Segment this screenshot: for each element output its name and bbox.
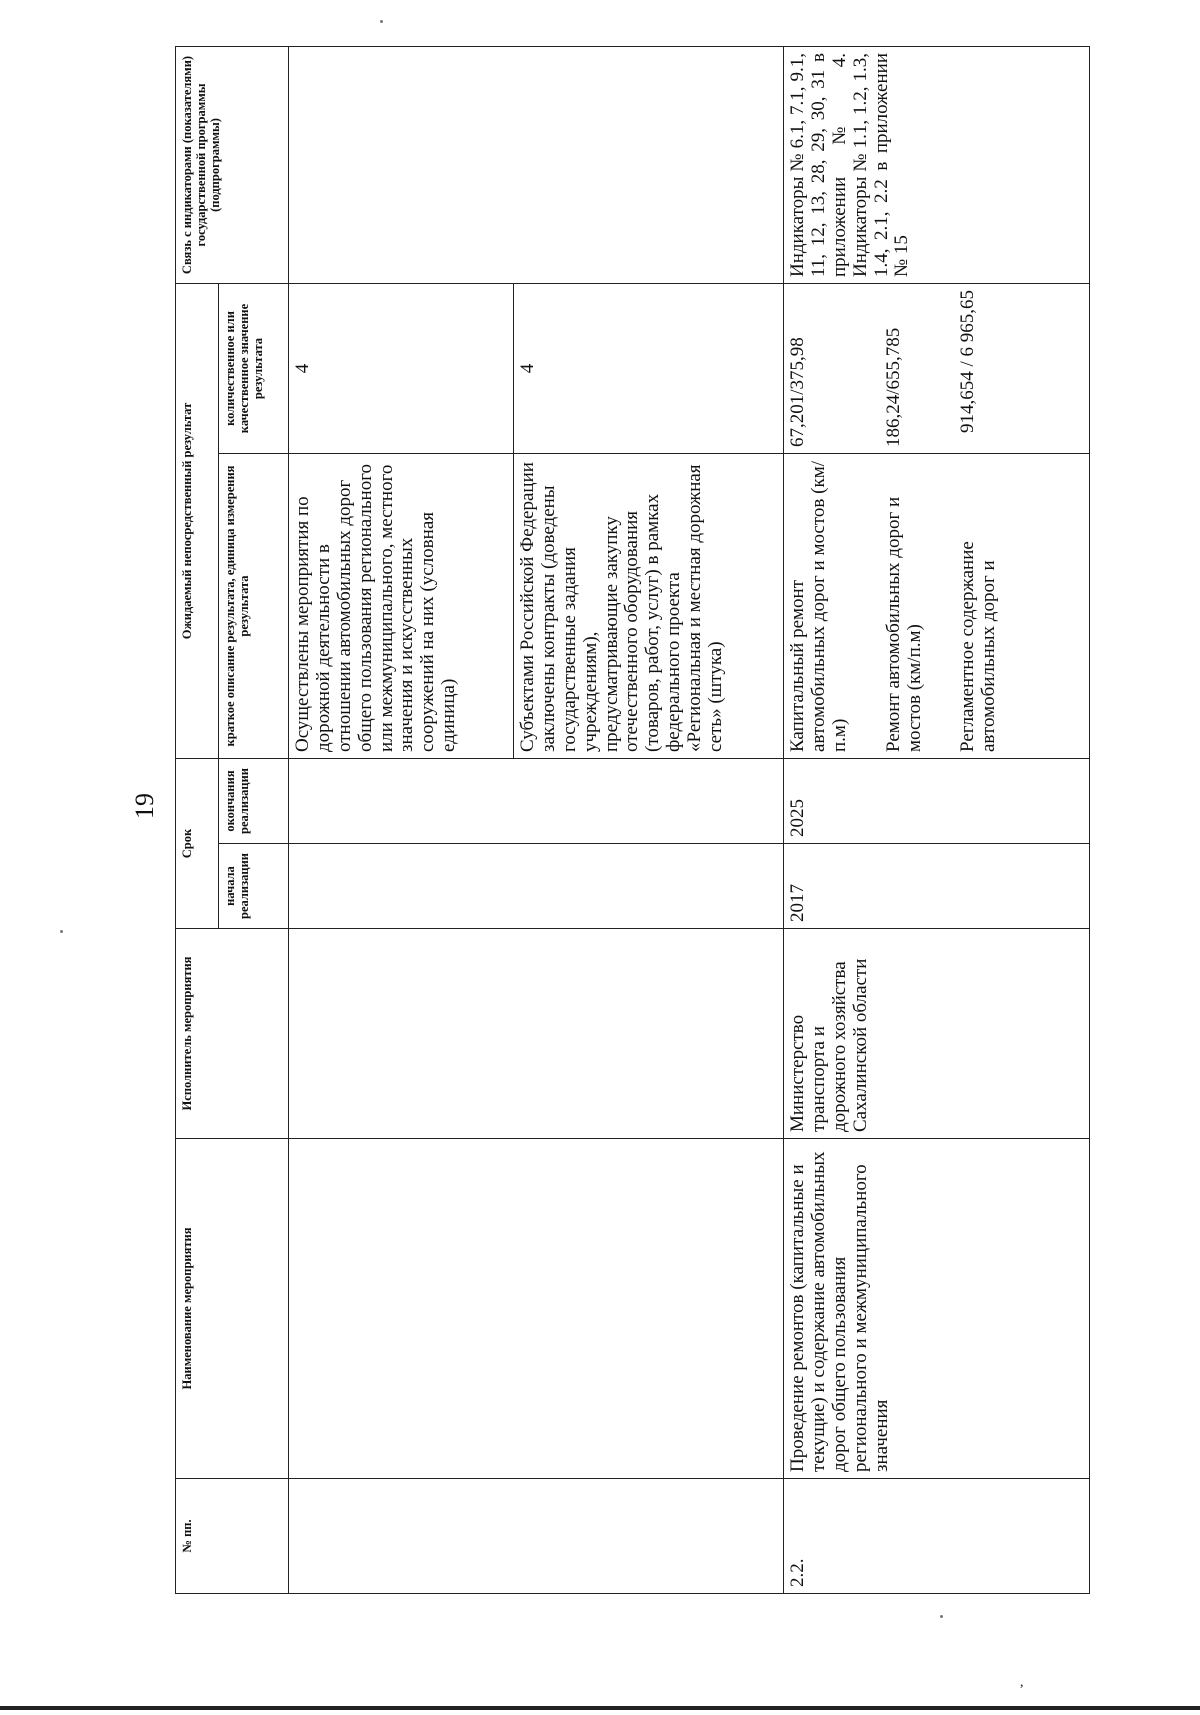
cell-empty-indicators [289, 47, 784, 284]
measure-name: Проведение ремонтов (капитальные и текущие) и содержание автомобильных дорог общего пользования регионального и межмуниципального значения [784, 1139, 1090, 1479]
start-year: 2017 [784, 844, 1090, 929]
header-row-1 [176, 47, 219, 1594]
result-value: 914,654 / 6 965,65 [957, 290, 978, 434]
result-values [784, 284, 1090, 454]
page-number: 19 [130, 793, 159, 819]
cell-empty-executor [289, 929, 784, 1139]
header-executor: Исполнитель мероприятия [176, 929, 289, 1139]
cell-empty-name [289, 1139, 784, 1479]
header-result: Ожидаемый непосредственный результат [176, 284, 219, 759]
cell-empty-num [289, 1479, 784, 1594]
stray-mark: , [1020, 1675, 1024, 1690]
cell-empty-end [289, 759, 784, 844]
bottom-edge-line [0, 1706, 1200, 1710]
table-row-2-2 [784, 47, 1090, 1594]
result-value: 67,201/375,98 [787, 337, 808, 447]
result-value: 4 [289, 284, 514, 454]
result-description: Осуществлены мероприятия по дорожной деятельности в отношении автомобильных дорог общего пользования регионального или межмуниципального, местного значения и искусственных сооружений на них (условная единица) [289, 454, 514, 759]
cell-empty-start [289, 844, 784, 929]
header-result-desc: краткое описание результата, единица измерения результата [219, 454, 289, 759]
header-term: Срок [176, 759, 219, 929]
result-description: Капитальный ремонт автомобильных дорог и мостов (км/п.м) [787, 460, 850, 752]
executor: Министерство транспорта и дорожного хозяйства Сахалинской области [784, 929, 1090, 1139]
result-value: 4 [514, 284, 784, 454]
result-description: Субъектами Российской Федерации заключены контракты (доведены государственные задания учреждениям), предусматривающие закупку отечественного оборудования (товаров, работ, услуг) в рамках федерального проекта «Региональная и местная дорожная сеть» (штука) [514, 454, 784, 759]
header-result-value: количественное или качественное значение результата [219, 284, 289, 454]
header-term-end: окончания реализации [219, 759, 289, 844]
header-indicators: Связь с индикаторами (показателями) государственной программы (подпрограммы) [176, 47, 289, 284]
scan-speck [380, 20, 383, 23]
rotated-table-wrapper [175, 47, 1090, 1594]
result-description: Ремонт автомобильных дорог и мостов (км/п.м) [883, 496, 925, 752]
indicators-link: Индикаторы № 6.1, 7.1, 9.1, 11, 12, 13, 28, 29, 30, 31 в приложении № 4. Индикаторы № 1.1, 1.2, 1.3, 1.4, 2.1, 2.2 в приложении № 15 [784, 47, 1090, 284]
scan-speck [60, 930, 63, 933]
result-value: 186,24/655,785 [883, 327, 904, 447]
header-num: № пп. [176, 1479, 289, 1594]
scan-speck [940, 1615, 943, 1618]
results-list [784, 454, 1090, 759]
result-description: Регламентное содержание автомобильных дорог и [957, 541, 999, 752]
end-year: 2025 [784, 759, 1090, 844]
header-name: Наименование мероприятия [176, 1139, 289, 1479]
header-term-start: начала реализации [219, 844, 289, 929]
table-row [289, 47, 514, 1594]
measures-table [175, 46, 1090, 1594]
row-number: 2.2. [784, 1479, 1090, 1594]
